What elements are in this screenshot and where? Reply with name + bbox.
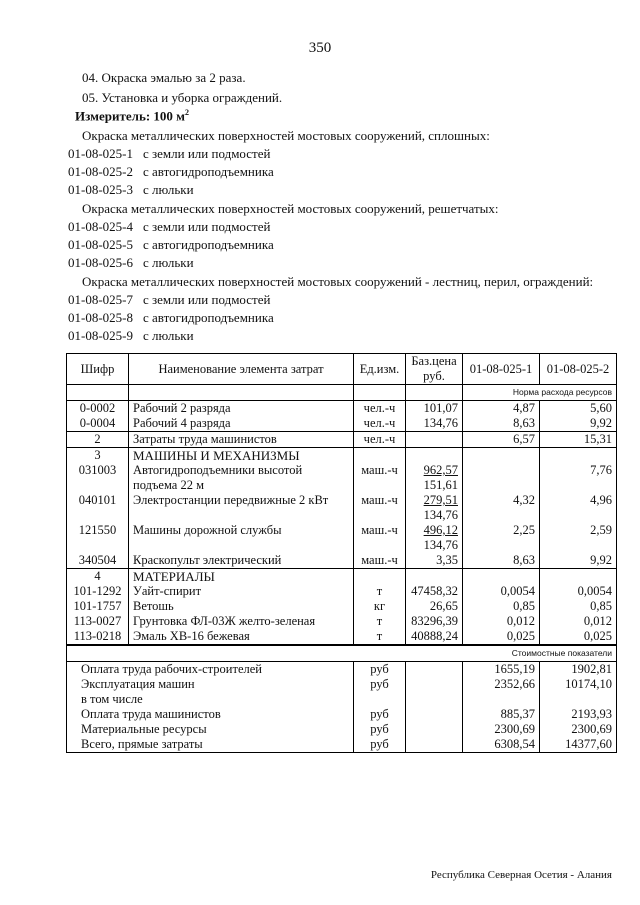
cell-code: 031003 — [67, 463, 129, 493]
item-name: с автогидроподъемника — [143, 237, 274, 252]
cost-v2: 10174,10 — [540, 677, 617, 692]
cell-v2: 15,31 — [540, 432, 617, 448]
item-name: с люльки — [143, 255, 194, 270]
group-item — [68, 292, 270, 308]
cell-v1: 8,63 — [463, 416, 540, 432]
cell-unit: чел.-ч — [354, 416, 406, 432]
cell-price: 962,57 — [423, 463, 458, 477]
meter-label — [75, 108, 189, 124]
cell-price: 134,76 — [406, 416, 463, 432]
cell-unit: т — [354, 584, 406, 599]
cell-code: 113-0218 — [67, 629, 129, 645]
cell-name: Краскопульт электрический — [129, 553, 354, 569]
cell-name: Грунтовка ФЛ-03Ж желто-зеленая — [129, 614, 354, 629]
cell-unit: чел.-ч — [354, 432, 406, 448]
cell-v2: 4,96 — [540, 493, 617, 523]
cell-v2: 0,85 — [540, 599, 617, 614]
cell-code: 0-0002 — [67, 401, 129, 417]
cell-v1: 2,25 — [463, 523, 540, 553]
cell-v1: 4,87 — [463, 401, 540, 417]
group-item — [68, 146, 270, 162]
cost-row — [67, 692, 617, 707]
group-title-3: Окраска металлических поверхностей мостовых сооружений - лестниц, перил, ограждений: — [82, 274, 594, 289]
cell-name: Рабочий 2 разряда — [129, 401, 354, 417]
table-row — [67, 599, 617, 614]
table-row — [67, 629, 617, 645]
cost-unit: руб — [354, 677, 406, 692]
resource-table — [66, 353, 617, 753]
cell-name: Ветошь — [129, 599, 354, 614]
col-v1: 01-08-025-1 — [463, 354, 540, 385]
section-code: 3 — [67, 448, 129, 464]
cell-v2: 0,012 — [540, 614, 617, 629]
group-item — [68, 164, 274, 180]
cell-code: 101-1757 — [67, 599, 129, 614]
cell-price: 83296,39 — [406, 614, 463, 629]
cost-row — [67, 677, 617, 692]
section-row — [67, 448, 617, 464]
cell-name: Затраты труда машинистов — [129, 432, 354, 448]
cell-v1: 8,63 — [463, 553, 540, 569]
item-name: с земли или подмостей — [143, 146, 271, 161]
cell-unit: т — [354, 614, 406, 629]
cost-unit: руб — [354, 737, 406, 753]
col-v2: 01-08-025-2 — [540, 354, 617, 385]
cell-unit: маш.-ч — [354, 523, 406, 553]
cell-v1: 0,012 — [463, 614, 540, 629]
cell-code: 040101 — [67, 493, 129, 523]
cost-name: Оплата труда машинистов — [67, 707, 354, 722]
cell-code: 0-0004 — [67, 416, 129, 432]
cost-name: Эксплуатация машин — [67, 677, 354, 692]
cost-row — [67, 662, 617, 678]
group-item — [68, 255, 194, 271]
table-row — [67, 614, 617, 629]
section-row — [67, 569, 617, 585]
group-item — [68, 182, 194, 198]
cell-v2: 0,025 — [540, 629, 617, 645]
group-title-2: Окраска металлических поверхностей мостовых сооружений, решетчатых: — [82, 201, 499, 216]
cell-price-driver: 151,61 — [423, 478, 458, 492]
cost-row — [67, 722, 617, 737]
cell-unit: кг — [354, 599, 406, 614]
group-item — [68, 328, 194, 344]
operation-04: 04. Окраска эмалью за 2 раза. — [82, 70, 246, 85]
cost-caption: Стоимостные показатели — [67, 645, 617, 662]
cell-unit: чел.-ч — [354, 401, 406, 417]
item-code: 01-08-025-5 — [68, 237, 133, 252]
cost-v1: 2352,66 — [463, 677, 540, 692]
item-name: с автогидроподъемника — [143, 164, 274, 179]
cell-name: Электростанции передвижные 2 кВт — [129, 493, 354, 523]
col-code: Шифр — [67, 354, 129, 385]
cell-name: Рабочий 4 разряда — [129, 416, 354, 432]
group-item — [68, 219, 270, 235]
cell-v2: 7,76 — [540, 463, 617, 493]
cost-name: Всего, прямые затраты — [67, 737, 354, 753]
cost-name: Материальные ресурсы — [67, 722, 354, 737]
cell-code: 101-1292 — [67, 584, 129, 599]
cell-name: Машины дорожной службы — [129, 523, 354, 553]
cell-unit: т — [354, 629, 406, 645]
cost-row — [67, 707, 617, 722]
item-name: с люльки — [143, 182, 194, 197]
cell-name: Уайт-спирит — [129, 584, 354, 599]
cell-price: 3,35 — [406, 553, 463, 569]
cell-v1: 0,025 — [463, 629, 540, 645]
table-row — [67, 416, 617, 432]
cell-price: 279,51 — [423, 493, 458, 507]
item-code: 01-08-025-2 — [68, 164, 133, 179]
cost-v1: 885,37 — [463, 707, 540, 722]
item-name: с земли или подмостей — [143, 292, 271, 307]
cell-price: 40888,24 — [406, 629, 463, 645]
cost-v1: 1655,19 — [463, 662, 540, 678]
cell-v2: 9,92 — [540, 553, 617, 569]
item-code: 01-08-025-3 — [68, 182, 133, 197]
cost-v2: 2193,93 — [540, 707, 617, 722]
cell-code: 121550 — [67, 523, 129, 553]
cell-v1 — [463, 463, 540, 493]
item-code: 01-08-025-9 — [68, 328, 133, 343]
cell-v2: 5,60 — [540, 401, 617, 417]
item-code: 01-08-025-7 — [68, 292, 133, 307]
cell-unit: маш.-ч — [354, 553, 406, 569]
item-code: 01-08-025-1 — [68, 146, 133, 161]
cell-v1: 6,57 — [463, 432, 540, 448]
cell-code: 340504 — [67, 553, 129, 569]
meter-sup: 2 — [185, 108, 190, 117]
group-title-1: Окраска металлических поверхностей мостовых сооружений, сплошных: — [82, 128, 490, 143]
cell-price: 26,65 — [406, 599, 463, 614]
meter-text: Измеритель: 100 м — [75, 108, 186, 124]
item-name: с автогидроподъемника — [143, 310, 274, 325]
cost-v2: 14377,60 — [540, 737, 617, 753]
cell-price: 47458,32 — [406, 584, 463, 599]
cost-name: Оплата труда рабочих-строителей — [67, 662, 354, 678]
caption-row — [67, 385, 617, 401]
table-row — [67, 401, 617, 417]
group-item — [68, 237, 274, 253]
cost-unit: руб — [354, 707, 406, 722]
table-row — [67, 553, 617, 569]
cost-row — [67, 737, 617, 753]
cost-v1: 2300,69 — [463, 722, 540, 737]
table-row — [67, 523, 617, 553]
operation-05: 05. Установка и уборка ограждений. — [82, 90, 283, 105]
col-price: Баз.цена руб. — [406, 354, 463, 385]
cost-unit: руб — [354, 662, 406, 678]
item-name: с земли или подмостей — [143, 219, 271, 234]
cell-name: Эмаль ХВ-16 бежевая — [129, 629, 354, 645]
cell-v1: 0,85 — [463, 599, 540, 614]
cell-v2: 2,59 — [540, 523, 617, 553]
cell-price: 101,07 — [406, 401, 463, 417]
table-row — [67, 584, 617, 599]
cost-name: в том числе — [67, 692, 354, 707]
item-code: 01-08-025-8 — [68, 310, 133, 325]
cost-v2: 2300,69 — [540, 722, 617, 737]
cell-v2: 9,92 — [540, 416, 617, 432]
cell-v2: 0,0054 — [540, 584, 617, 599]
cell-name: Автогидроподъемники высотой подъема 22 м — [129, 463, 354, 493]
table-row — [67, 493, 617, 523]
section-code: 4 — [67, 569, 129, 585]
group-item — [68, 310, 274, 326]
cell-price: 496,12 — [423, 523, 458, 537]
cost-v1: 6308,54 — [463, 737, 540, 753]
cost-unit: руб — [354, 722, 406, 737]
cell-unit: маш.-ч — [354, 493, 406, 523]
cell-code: 2 — [67, 432, 129, 448]
cell-price-driver: 134,76 — [423, 508, 458, 522]
section-title: МАТЕРИАЛЫ — [129, 569, 354, 585]
section-title: МАШИНЫ И МЕХАНИЗМЫ — [129, 448, 354, 464]
cell-code: 113-0027 — [67, 614, 129, 629]
cell-v1: 4,32 — [463, 493, 540, 523]
col-name: Наименование элемента затрат — [129, 354, 354, 385]
cell-unit: маш.-ч — [354, 463, 406, 493]
cost-v2: 1902,81 — [540, 662, 617, 678]
table-header — [67, 354, 617, 385]
caption-row — [67, 645, 617, 662]
page-number: 350 — [308, 40, 332, 56]
item-name: с люльки — [143, 328, 194, 343]
region-footer: Республика Северная Осетия - Алания — [430, 869, 612, 881]
norm-caption: Норма расхода ресурсов — [463, 385, 617, 401]
item-code: 01-08-025-4 — [68, 219, 133, 234]
cell-v1: 0,0054 — [463, 584, 540, 599]
table-row — [67, 432, 617, 448]
cell-price-driver: 134,76 — [423, 538, 458, 552]
item-code: 01-08-025-6 — [68, 255, 133, 270]
table-row — [67, 463, 617, 493]
col-unit: Ед.изм. — [354, 354, 406, 385]
